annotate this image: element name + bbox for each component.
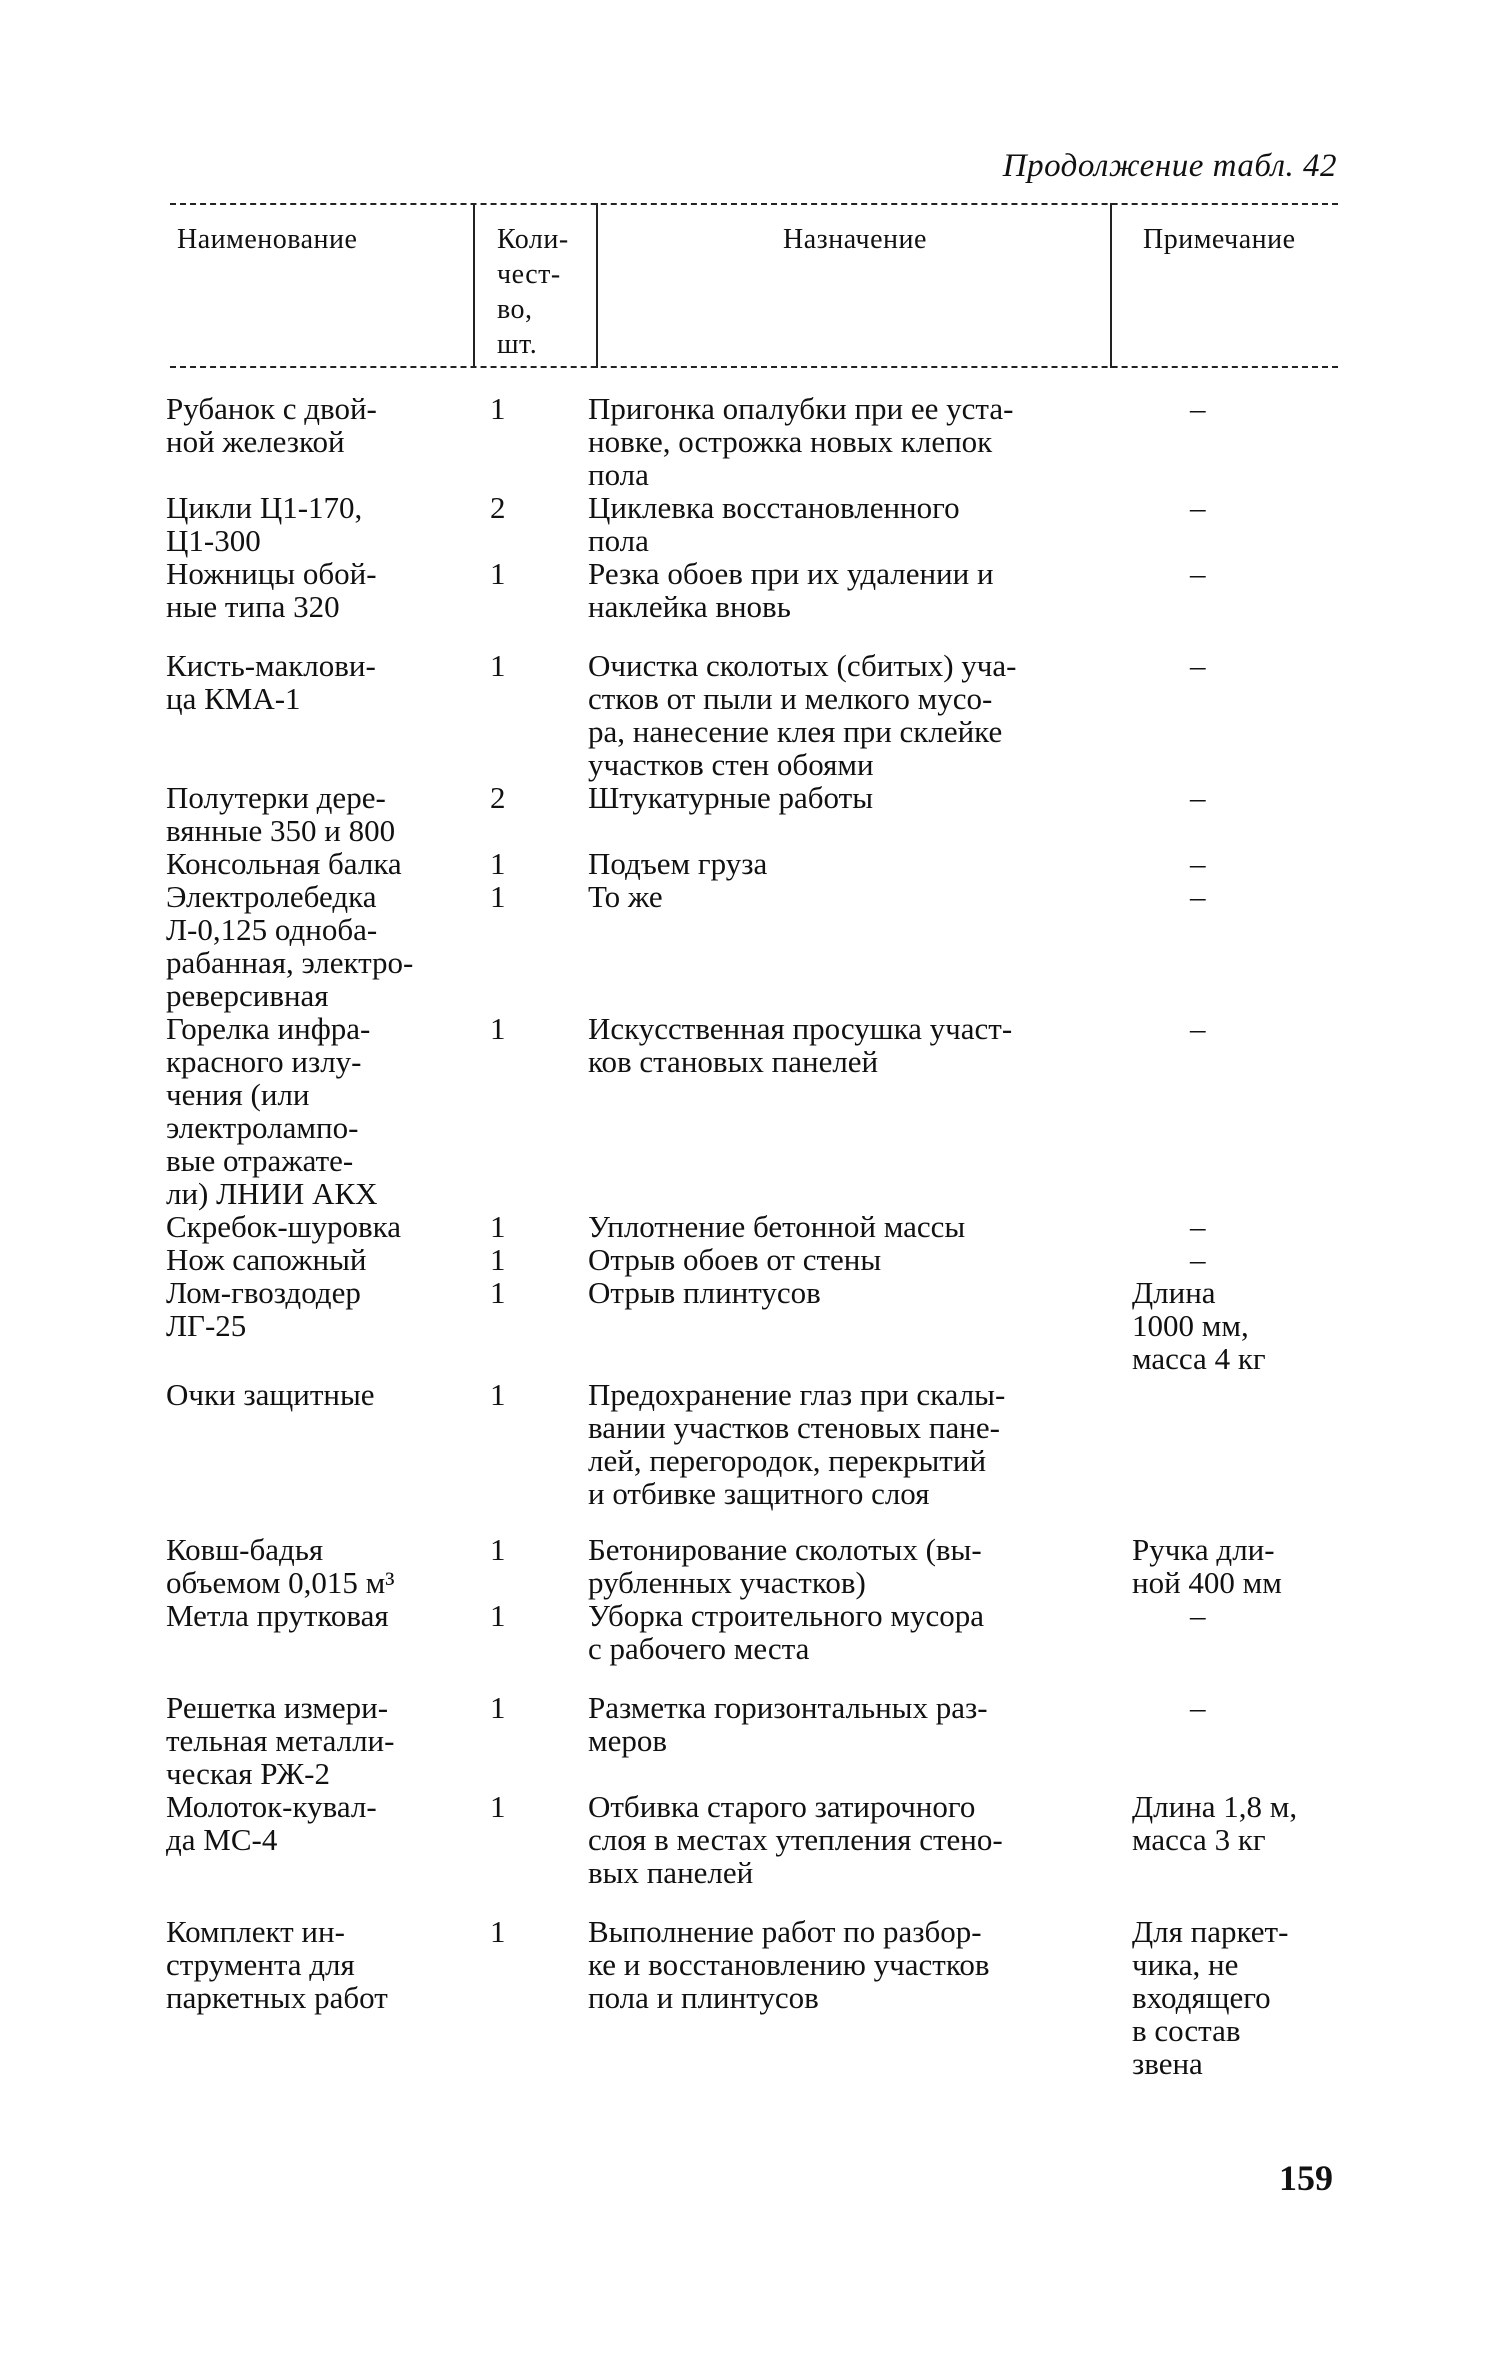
row-purpose: Отрыв плинтусов [588,1275,821,1310]
row-name: Очки защитные [166,1377,375,1412]
table-row [0,1915,1499,2080]
row-quantity: 1 [490,1242,506,1277]
row-name: Ковш-бадья объемом 0,015 м³ [166,1532,395,1600]
table-row [0,1790,1499,1915]
table-row [0,781,1499,847]
table-row [0,491,1499,557]
row-purpose: Штукатурные работы [588,780,874,815]
row-quantity: 1 [490,1789,506,1824]
header-purpose: Назначение [783,224,927,255]
page-number: 159 [1279,2158,1333,2198]
row-note: – [1190,1209,1206,1244]
row-purpose: То же [588,879,663,914]
table-row [0,1210,1499,1243]
row-name: Рубанок с двой- ной железкой [166,391,377,459]
row-note: Для паркет- чика, не входящего в состав звена [1132,1914,1289,2081]
row-purpose: Искусственная просушка участ- ков становых панелей [588,1011,1013,1079]
row-quantity: 1 [490,1275,506,1310]
row-purpose: Выполнение работ по разбор- ке и восстановлению участков пола и плинтусов [588,1914,990,2015]
row-note: – [1190,490,1206,525]
header-name: Наименование [177,224,358,255]
header-note: Примечание [1143,224,1296,255]
row-note: – [1190,879,1206,914]
row-note: Ручка дли- ной 400 мм [1132,1532,1282,1600]
row-purpose: Пригонка опалубки при ее уста- новке, острожка новых клепок пола [588,391,1014,492]
row-note: – [1190,391,1206,426]
row-quantity: 1 [490,1914,506,1949]
table-row [0,1243,1499,1276]
row-purpose: Отрыв обоев от стены [588,1242,882,1277]
row-name: Полутерки дере- вянные 350 и 800 [166,780,396,848]
row-note: Длина 1000 мм, масса 4 кг [1132,1275,1266,1376]
row-purpose: Подъем груза [588,846,768,881]
row-note: – [1190,556,1206,591]
table-row [0,1691,1499,1790]
table-row [0,1599,1499,1691]
row-note: – [1190,1242,1206,1277]
row-name: Комплект ин- струмента для паркетных работ [166,1914,388,2015]
row-purpose: Уплотнение бетонной массы [588,1209,966,1244]
row-name: Консольная балка [166,846,402,881]
row-quantity: 1 [490,1209,506,1244]
header-divider-2 [596,203,598,368]
row-purpose: Очистка сколотых (сбитых) уча- стков от пыли и мелкого мусо- ра, нанесение клея при склейке участков стен обоями [588,648,1017,782]
row-purpose: Отбивка старого затирочного слоя в местах утепления стено- вых панелей [588,1789,1003,1890]
row-name: Скребок-шуровка [166,1209,402,1244]
header-divider-1 [473,203,475,368]
row-quantity: 1 [490,648,506,683]
row-note: – [1190,648,1206,683]
table-row [0,392,1499,491]
row-name: Кисть-маклови- ца КМА-1 [166,648,376,716]
table-row [0,1012,1499,1210]
row-quantity: 2 [490,780,506,815]
row-purpose: Резка обоев при их удалении и наклейка вновь [588,556,994,624]
row-purpose: Разметка горизонтальных раз- меров [588,1690,988,1758]
row-quantity: 1 [490,1011,506,1046]
row-note: Длина 1,8 м, масса 3 кг [1132,1789,1298,1857]
row-quantity: 1 [490,1690,506,1725]
row-purpose: Циклевка восстановленного пола [588,490,960,558]
row-name: Молоток-кувал- да МС-4 [166,1789,377,1857]
row-quantity: 1 [490,1598,506,1633]
row-quantity: 1 [490,846,506,881]
table-body [0,392,1499,2080]
row-note: – [1190,1011,1206,1046]
header-top-rule [170,203,1338,205]
row-quantity: 2 [490,490,506,525]
table-row [0,1378,1499,1533]
row-name: Ножницы обой- ные типа 320 [166,556,377,624]
row-purpose: Бетонирование сколотых (вы- рубленных участков) [588,1532,982,1600]
row-name: Нож сапожный [166,1242,367,1277]
row-name: Электролебедка Л-0,125 однoба- рабанная, электро- реверсивная [166,879,414,1013]
header-bottom-rule [170,366,1338,368]
table-row [0,1276,1499,1378]
row-name: Цикли Ц1-170, Ц1-300 [166,490,363,558]
row-quantity: 1 [490,391,506,426]
header-qty: Коли- чест- во, шт. [497,224,569,360]
row-name: Лом-гвоздодер ЛГ-25 [166,1275,361,1343]
row-note: – [1190,1598,1206,1633]
row-quantity: 1 [490,1532,506,1567]
row-note: – [1190,846,1206,881]
row-note: – [1190,780,1206,815]
row-quantity: 1 [490,1377,506,1412]
row-name: Решетка измери- тельная металли- ческая РЖ-2 [166,1690,395,1791]
table-row [0,649,1499,781]
table-caption: Продолжение табл. 42 [1002,148,1337,184]
table-row [0,847,1499,880]
row-name: Метла прутковая [166,1598,389,1633]
table-row [0,1533,1499,1599]
row-name: Горелка инфра- красного излу- чения (или электролампо- вые отражате- ли) ЛНИИ АКХ [166,1011,378,1211]
row-quantity: 1 [490,556,506,591]
row-purpose: Уборка строительного мусора с рабочего места [588,1598,984,1666]
row-purpose: Предохранение глаз при скалы- вании участков стеновых пане- лей, перегородок, перекрытий и отбивке защитного слоя [588,1377,1006,1511]
row-quantity: 1 [490,879,506,914]
header-divider-3 [1110,203,1112,368]
table-row [0,880,1499,1012]
row-note: – [1190,1690,1206,1725]
table-row [0,557,1499,649]
